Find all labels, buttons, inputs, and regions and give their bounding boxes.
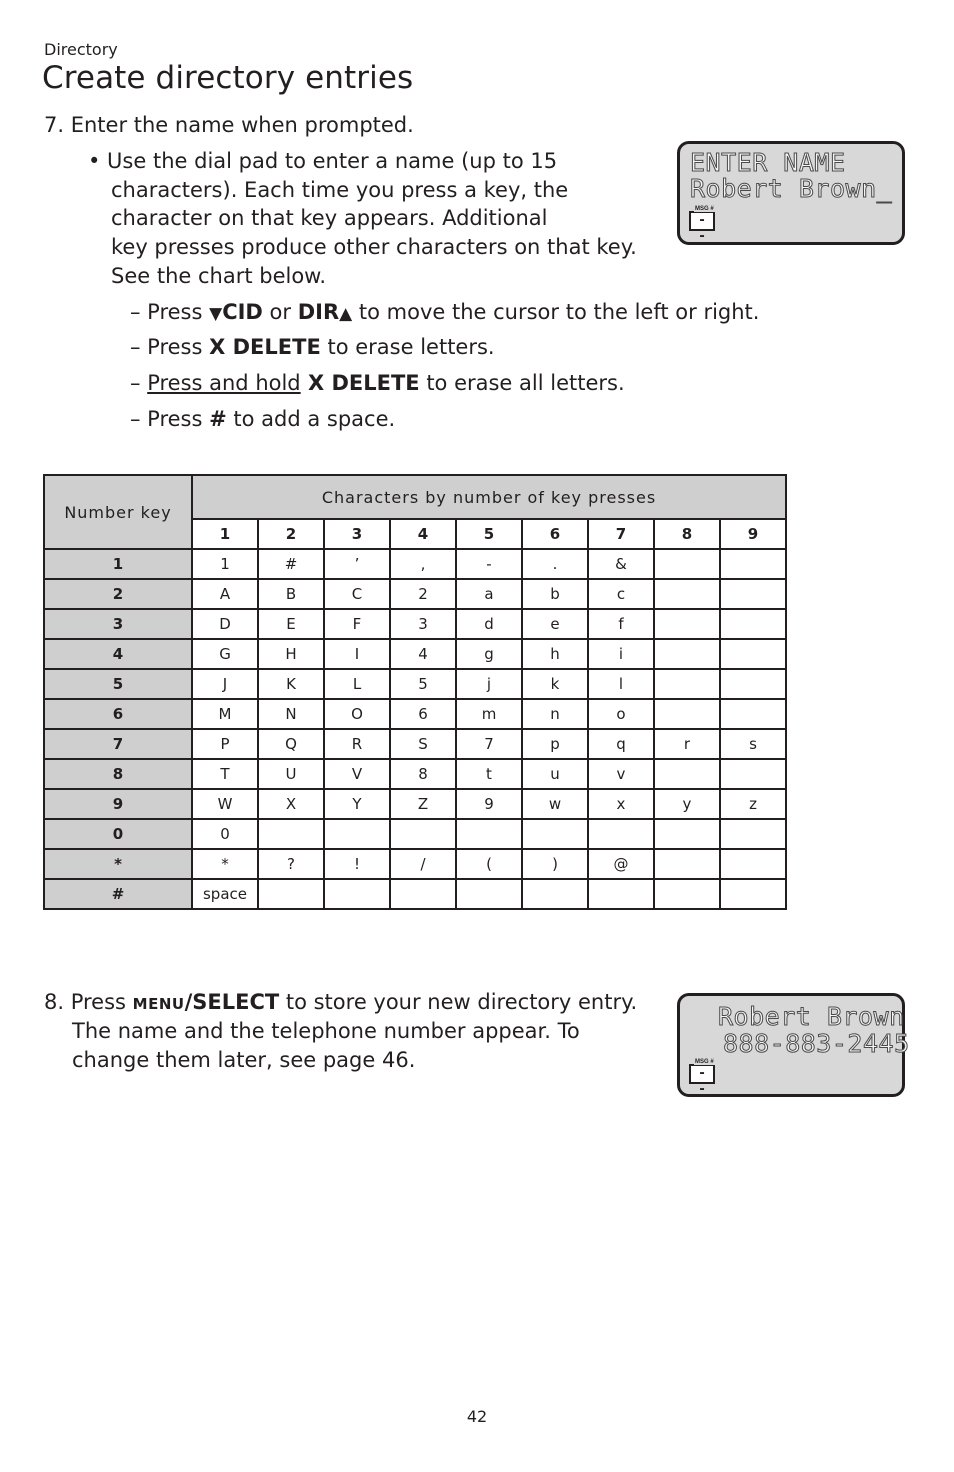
- character-cell: p: [522, 729, 588, 759]
- character-cell: J: [192, 669, 258, 699]
- character-cell: f: [588, 609, 654, 639]
- character-cell: 1: [192, 549, 258, 579]
- character-cell: C: [324, 579, 390, 609]
- step-8-line-2: The name and the telephone number appear. To: [72, 1019, 580, 1043]
- character-cell: B: [258, 579, 324, 609]
- character-cell: d: [456, 609, 522, 639]
- character-cell: l: [588, 669, 654, 699]
- delete-key: X DELETE: [300, 371, 420, 395]
- character-cell: O: [324, 699, 390, 729]
- character-cell: u: [522, 759, 588, 789]
- character-cell: F: [324, 609, 390, 639]
- character-cell: h: [522, 639, 588, 669]
- number-key-cell: *: [44, 849, 192, 879]
- screen-line-2: 888-883-2445: [723, 1029, 910, 1058]
- character-cell: [720, 879, 786, 909]
- menu-key: MENU: [132, 995, 185, 1013]
- text: to store your new directory entry.: [279, 990, 638, 1014]
- character-cell: o: [588, 699, 654, 729]
- character-cell: [720, 669, 786, 699]
- character-cell: [522, 879, 588, 909]
- character-cell: [720, 549, 786, 579]
- screen-line-2: Robert Brown_: [690, 174, 893, 203]
- number-key-cell: 8: [44, 759, 192, 789]
- character-cell: [654, 759, 720, 789]
- character-chart: [43, 474, 787, 910]
- instruction-erase-letter: [130, 333, 495, 362]
- press-count-header: 9: [720, 519, 786, 549]
- step-7-bullet-line-1: • Use the dial pad to enter a name (up to 15: [88, 149, 558, 173]
- character-cell: 5: [390, 669, 456, 699]
- handset-screen-enter-name: [677, 141, 905, 245]
- up-triangle-icon: ▲: [339, 304, 353, 324]
- text: – Press: [130, 335, 210, 359]
- handset-screen-saved-entry: [677, 993, 910, 1097]
- table-row: [44, 699, 786, 729]
- number-key-cell: 7: [44, 729, 192, 759]
- step-7-bullet-line-3: character on that key appears. Additional: [111, 206, 548, 230]
- step-7-heading: 7. Enter the name when prompted.: [44, 113, 414, 137]
- character-cell: L: [324, 669, 390, 699]
- character-cell: i: [588, 639, 654, 669]
- character-cell: H: [258, 639, 324, 669]
- character-cell: [654, 669, 720, 699]
- character-cell: N: [258, 699, 324, 729]
- step-8-line-1: [44, 988, 637, 1019]
- character-cell: 7: [456, 729, 522, 759]
- character-cell: 2: [390, 579, 456, 609]
- character-cell: [522, 819, 588, 849]
- character-cell: [390, 819, 456, 849]
- character-cell: j: [456, 669, 522, 699]
- character-cell: [324, 819, 390, 849]
- step-7-bullet-line-5: See the chart below.: [111, 264, 327, 288]
- msg-label: MSG #: [695, 206, 714, 212]
- table-row: [44, 819, 786, 849]
- character-cell: G: [192, 639, 258, 669]
- character-cell: r: [654, 729, 720, 759]
- character-cell: ’: [324, 549, 390, 579]
- character-cell: q: [588, 729, 654, 759]
- number-key-cell: 3: [44, 609, 192, 639]
- character-cell: R: [324, 729, 390, 759]
- character-cell: [654, 609, 720, 639]
- select-key: /SELECT: [184, 990, 280, 1014]
- character-cell: 9: [456, 789, 522, 819]
- pound-key: #: [209, 407, 227, 431]
- character-cell: [258, 819, 324, 849]
- down-triangle-icon: ▼: [209, 304, 223, 324]
- press-count-header: 7: [588, 519, 654, 549]
- number-key-cell: 0: [44, 819, 192, 849]
- character-cell: [324, 879, 390, 909]
- press-count-header: 3: [324, 519, 390, 549]
- character-cell: e: [522, 609, 588, 639]
- character-cell: [258, 879, 324, 909]
- character-cell: #: [258, 549, 324, 579]
- character-cell: v: [588, 759, 654, 789]
- number-key-cell: 4: [44, 639, 192, 669]
- text: or: [262, 300, 298, 324]
- character-cell: *: [192, 849, 258, 879]
- chart-body: [44, 549, 786, 909]
- character-cell: Y: [324, 789, 390, 819]
- character-cell: [654, 849, 720, 879]
- character-cell: T: [192, 759, 258, 789]
- character-cell: 4: [390, 639, 456, 669]
- character-cell: m: [456, 699, 522, 729]
- character-cell: [720, 579, 786, 609]
- character-cell: z: [720, 789, 786, 819]
- text: – Press: [130, 300, 210, 324]
- character-cell: .: [522, 549, 588, 579]
- section-label: Directory: [44, 40, 118, 59]
- character-cell: t: [456, 759, 522, 789]
- text: to move the cursor to the left or right.: [352, 300, 760, 324]
- character-cell: E: [258, 609, 324, 639]
- number-key-cell: 1: [44, 549, 192, 579]
- character-cell: 8: [390, 759, 456, 789]
- character-cell: V: [324, 759, 390, 789]
- character-cell: c: [588, 579, 654, 609]
- character-cell: [654, 639, 720, 669]
- table-row: [44, 849, 786, 879]
- character-cell: /: [390, 849, 456, 879]
- press-and-hold-text: Press and hold: [147, 371, 301, 395]
- character-cell: space: [192, 879, 258, 909]
- characters-header: Characters by number of key presses: [192, 475, 786, 519]
- screen-line-1: Robert Brown: [718, 1002, 905, 1031]
- msg-indicator: - -: [689, 1064, 715, 1084]
- character-cell: W: [192, 789, 258, 819]
- screen-line-1: ENTER NAME: [690, 148, 846, 177]
- table-row: [44, 669, 786, 699]
- character-cell: [654, 549, 720, 579]
- text: – Press: [130, 407, 210, 431]
- character-cell: X: [258, 789, 324, 819]
- character-cell: S: [390, 729, 456, 759]
- press-count-header: 2: [258, 519, 324, 549]
- character-cell: &: [588, 549, 654, 579]
- character-cell: n: [522, 699, 588, 729]
- page-title: Create directory entries: [42, 60, 414, 96]
- character-cell: (: [456, 849, 522, 879]
- table-row: [44, 789, 786, 819]
- character-cell: [654, 579, 720, 609]
- number-key-cell: 5: [44, 669, 192, 699]
- msg-indicator: - -: [689, 211, 715, 231]
- character-cell: U: [258, 759, 324, 789]
- msg-label: MSG #: [695, 1059, 714, 1065]
- number-key-cell: 9: [44, 789, 192, 819]
- character-cell: x: [588, 789, 654, 819]
- character-cell: b: [522, 579, 588, 609]
- delete-key: X DELETE: [209, 335, 321, 359]
- press-count-header: 1: [192, 519, 258, 549]
- character-cell: D: [192, 609, 258, 639]
- dir-key: DIR: [297, 300, 340, 324]
- step-8-line-3: change them later, see page 46.: [72, 1048, 416, 1072]
- character-cell: 6: [390, 699, 456, 729]
- instruction-add-space: [130, 405, 395, 434]
- table-row: [44, 609, 786, 639]
- cid-key: CID: [222, 300, 263, 324]
- character-cell: @: [588, 849, 654, 879]
- character-cell: [588, 879, 654, 909]
- character-cell: [720, 849, 786, 879]
- table-row: [44, 879, 786, 909]
- text: to erase all letters.: [419, 371, 625, 395]
- press-count-header: 8: [654, 519, 720, 549]
- character-cell: [390, 879, 456, 909]
- text: –: [130, 371, 148, 395]
- page-number: 42: [466, 1407, 488, 1426]
- character-cell: [654, 819, 720, 849]
- character-cell: k: [522, 669, 588, 699]
- character-cell: [720, 819, 786, 849]
- press-count-header: 6: [522, 519, 588, 549]
- character-cell: w: [522, 789, 588, 819]
- press-count-header: 5: [456, 519, 522, 549]
- number-key-cell: 2: [44, 579, 192, 609]
- instruction-cursor-move: [130, 298, 759, 329]
- character-cell: M: [192, 699, 258, 729]
- character-cell: A: [192, 579, 258, 609]
- character-cell: s: [720, 729, 786, 759]
- character-cell: K: [258, 669, 324, 699]
- character-cell: 3: [390, 609, 456, 639]
- table-row: [44, 579, 786, 609]
- character-cell: !: [324, 849, 390, 879]
- character-cell: [720, 759, 786, 789]
- step-7-bullet-line-4: key presses produce other characters on that key.: [111, 235, 637, 259]
- step-7-bullet-line-2: characters). Each time you press a key, the: [111, 178, 569, 202]
- text: to add a space.: [226, 407, 396, 431]
- character-cell: ,: [390, 549, 456, 579]
- number-key-header: Number key: [44, 475, 192, 549]
- character-cell: y: [654, 789, 720, 819]
- character-cell: a: [456, 579, 522, 609]
- number-key-cell: 6: [44, 699, 192, 729]
- number-key-cell: #: [44, 879, 192, 909]
- character-cell: ): [522, 849, 588, 879]
- table-row: [44, 549, 786, 579]
- character-cell: [720, 609, 786, 639]
- table-row: [44, 639, 786, 669]
- character-cell: [456, 879, 522, 909]
- text: to erase letters.: [320, 335, 495, 359]
- press-count-header: 4: [390, 519, 456, 549]
- character-cell: [654, 879, 720, 909]
- character-cell: [720, 699, 786, 729]
- character-cell: [456, 819, 522, 849]
- text: 8. Press: [44, 990, 133, 1014]
- table-row: [44, 759, 786, 789]
- character-cell: [588, 819, 654, 849]
- character-cell: -: [456, 549, 522, 579]
- character-cell: I: [324, 639, 390, 669]
- character-cell: [654, 699, 720, 729]
- character-cell: P: [192, 729, 258, 759]
- character-cell: ?: [258, 849, 324, 879]
- character-cell: Z: [390, 789, 456, 819]
- character-cell: [720, 639, 786, 669]
- character-cell: 0: [192, 819, 258, 849]
- instruction-erase-all: [130, 369, 625, 398]
- character-cell: g: [456, 639, 522, 669]
- table-row: [44, 729, 786, 759]
- character-cell: Q: [258, 729, 324, 759]
